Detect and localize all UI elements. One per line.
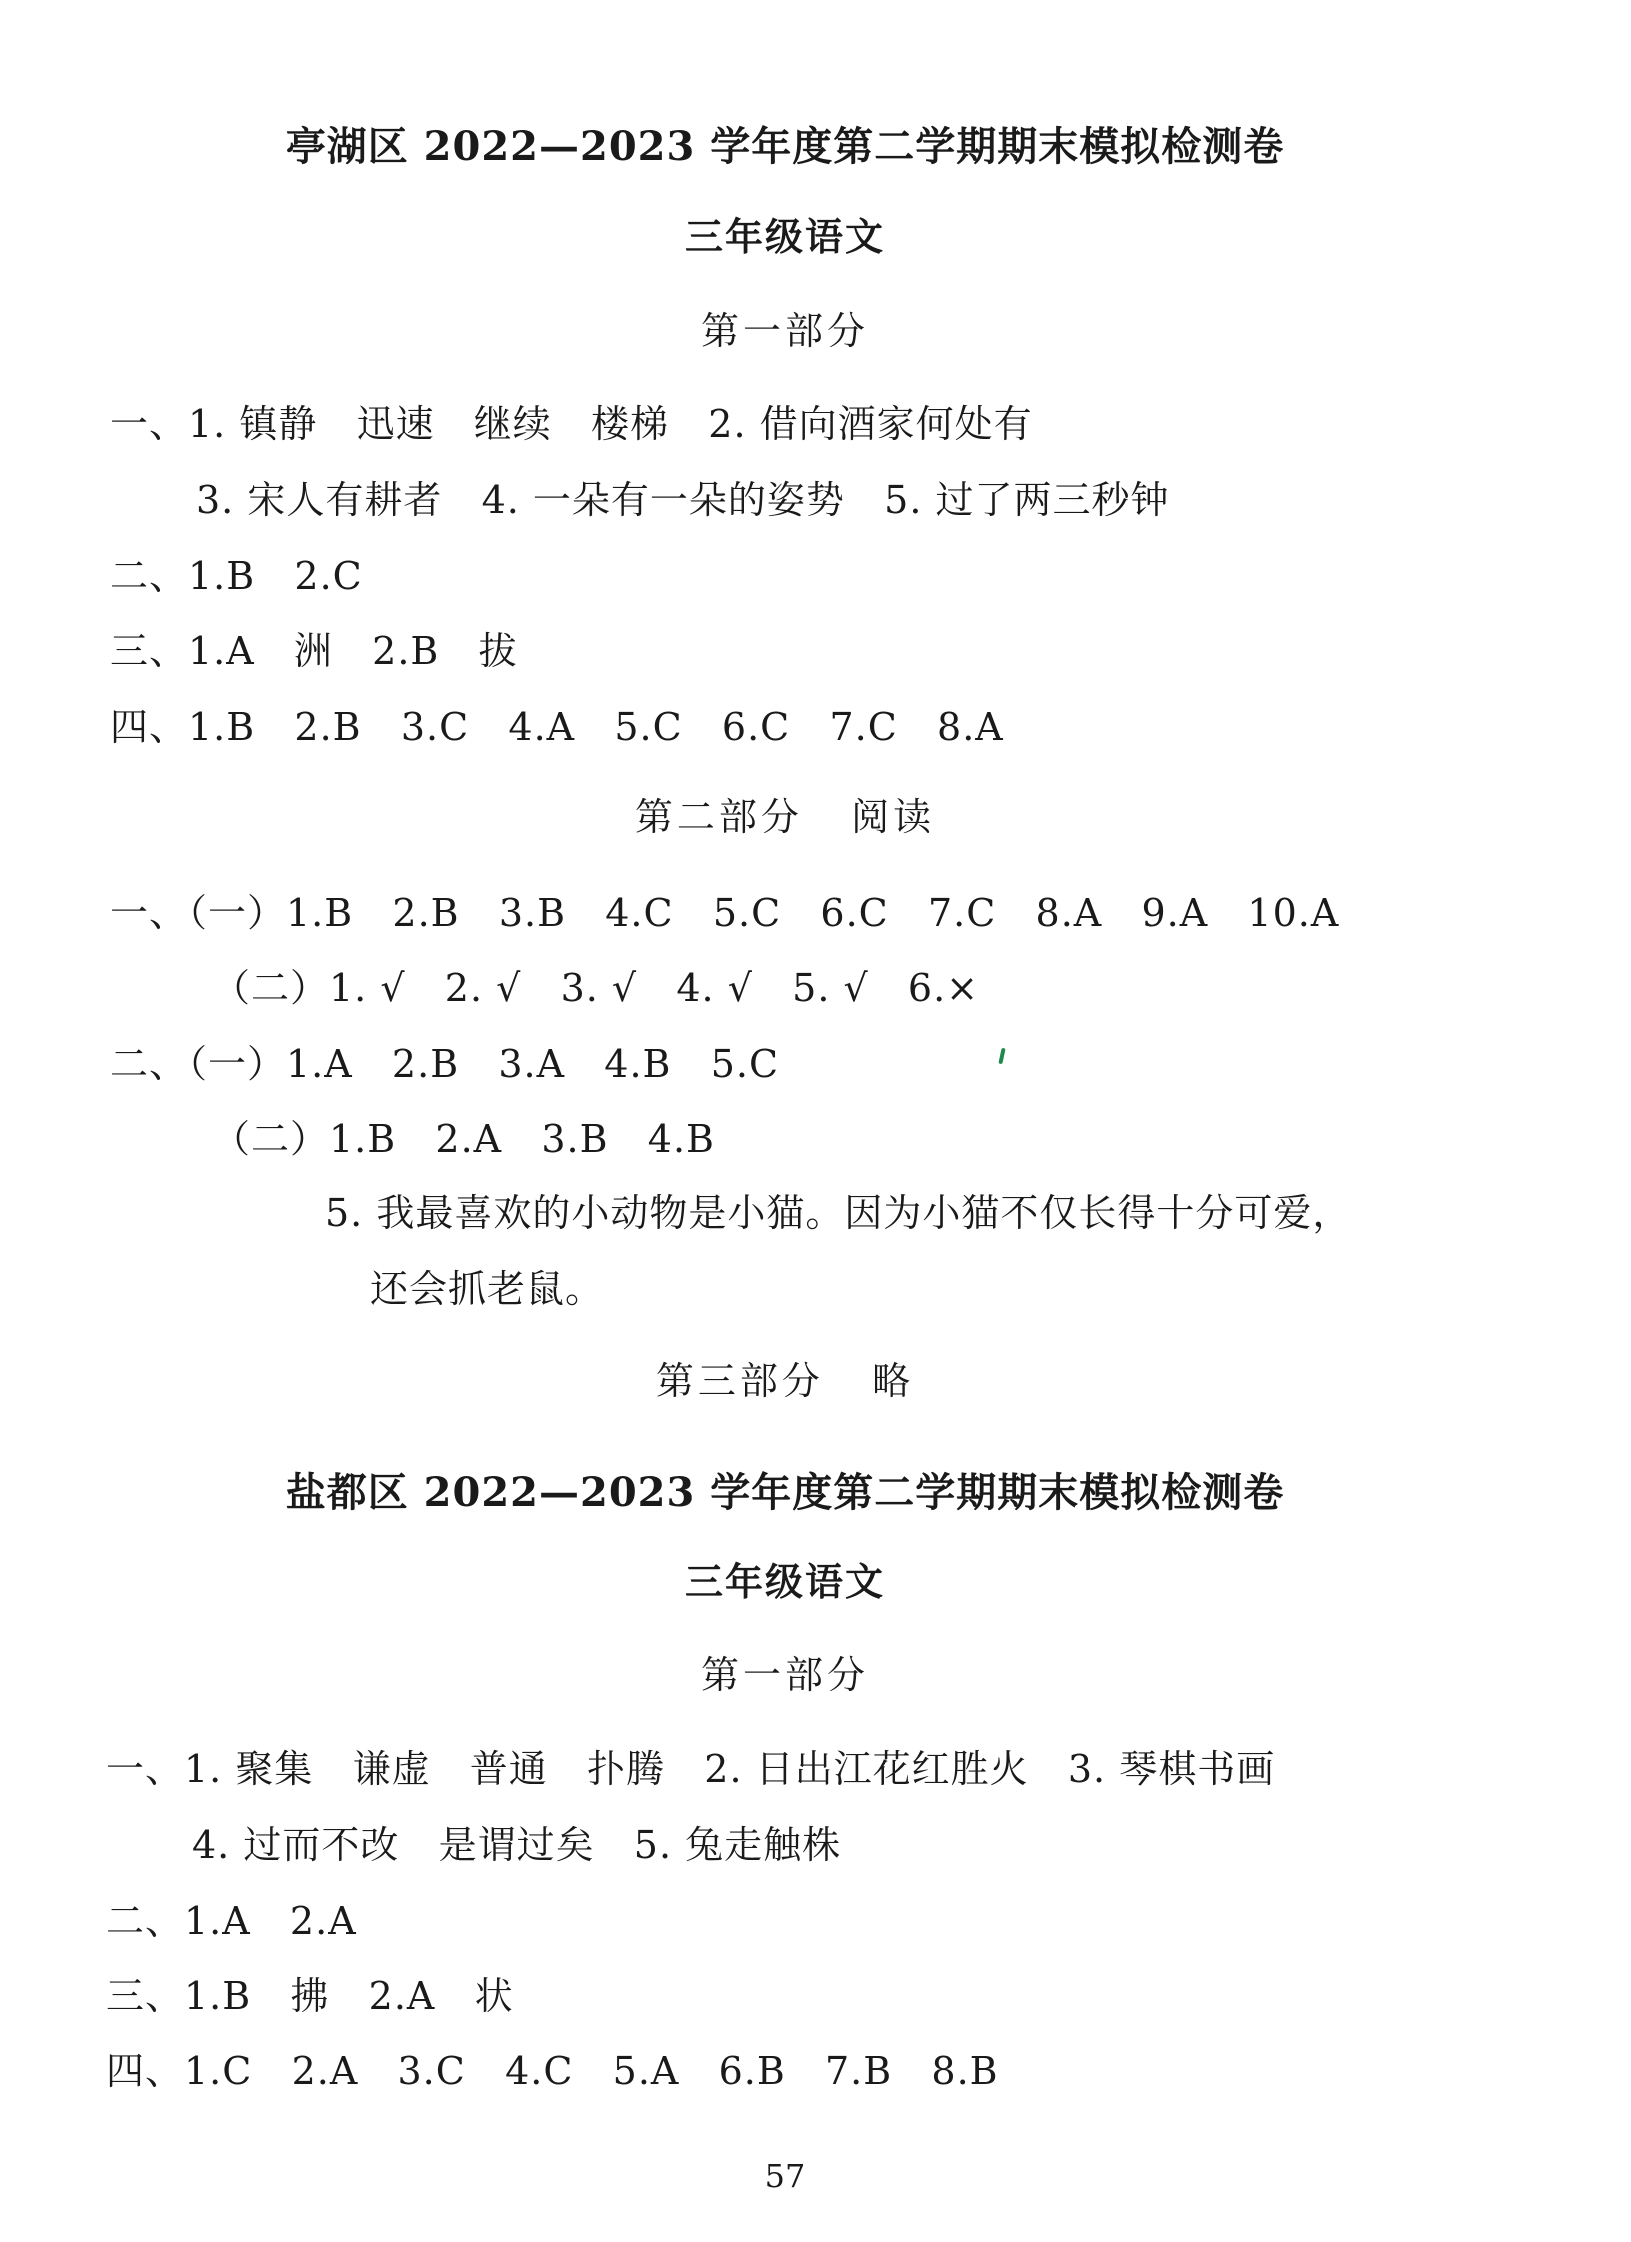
section1-part2-q2-a: 二、（一）1.A 2.B 3.A 4.B 5.C: [110, 1042, 780, 1086]
section2-title: 盐都区 2022—2023 学年度第二学期期末模拟检测卷: [285, 1469, 1285, 1516]
section1-part2-q1-a: 一、（一）1.B 2.B 3.B 4.C 5.C 6.C 7.C 8.A 9.A 10.A: [110, 891, 1340, 935]
section1-part2-q2-b: （二）1.B 2.A 3.B 4.B: [212, 1117, 715, 1161]
section1-part1-q2: 二、1.B 2.C: [110, 554, 363, 598]
section2-part1-q4: 四、1.C 2.A 3.C 4.C 5.A 6.B 7.B 8.B: [106, 2049, 999, 2093]
section1-part2-q2-c1: 5. 我最喜欢的小动物是小猫。因为小猫不仅长得十分可爱，: [325, 1191, 1352, 1235]
page-number: 57: [764, 2157, 806, 2195]
section1-part3-heading: 第三部分 略: [655, 1359, 915, 1403]
section1-part2-q1-b: （二）1. √ 2. √ 3. √ 4. √ 5. √ 6.×: [212, 966, 980, 1010]
section1-part2-heading: 第二部分 阅读: [634, 795, 936, 839]
section2-part1-q1-line2: 4. 过而不改 是谓过矣 5. 兔走触株: [192, 1823, 842, 1867]
section1-part1-q4: 四、1.B 2.B 3.C 4.A 5.C 6.C 7.C 8.A: [110, 705, 1004, 749]
section2-part1-q2: 二、1.A 2.A: [106, 1899, 357, 1943]
section2-subtitle: 三年级语文: [684, 1559, 885, 1604]
section1-title: 亭湖区 2022—2023 学年度第二学期期末模拟检测卷: [285, 123, 1285, 170]
section2-part1-q3: 三、1.B 拂 2.A 状: [106, 1974, 514, 2018]
section1-part1-q3: 三、1.A 洲 2.B 拔: [110, 629, 518, 673]
section2-part1-q1-line1: 一、1. 聚集 谦虚 普通 扑腾 2. 日出江花红胜火 3. 琴棋书画: [106, 1747, 1276, 1791]
section1-subtitle: 三年级语文: [684, 214, 885, 259]
section2-part1-heading: 第一部分: [700, 1653, 869, 1697]
section1-part1-q1-line1: 一、1. 镇静 迅速 继续 楼梯 2. 借向酒家何处有: [110, 402, 1033, 446]
green-pen-mark: [998, 1048, 1005, 1064]
section1-part2-q2-c2: 还会抓老鼠。: [370, 1267, 605, 1311]
section1-part1-heading: 第一部分: [700, 309, 869, 353]
section1-part1-q1-line2: 3. 宋人有耕者 4. 一朵有一朵的姿势 5. 过了两三秒钟: [196, 478, 1170, 522]
